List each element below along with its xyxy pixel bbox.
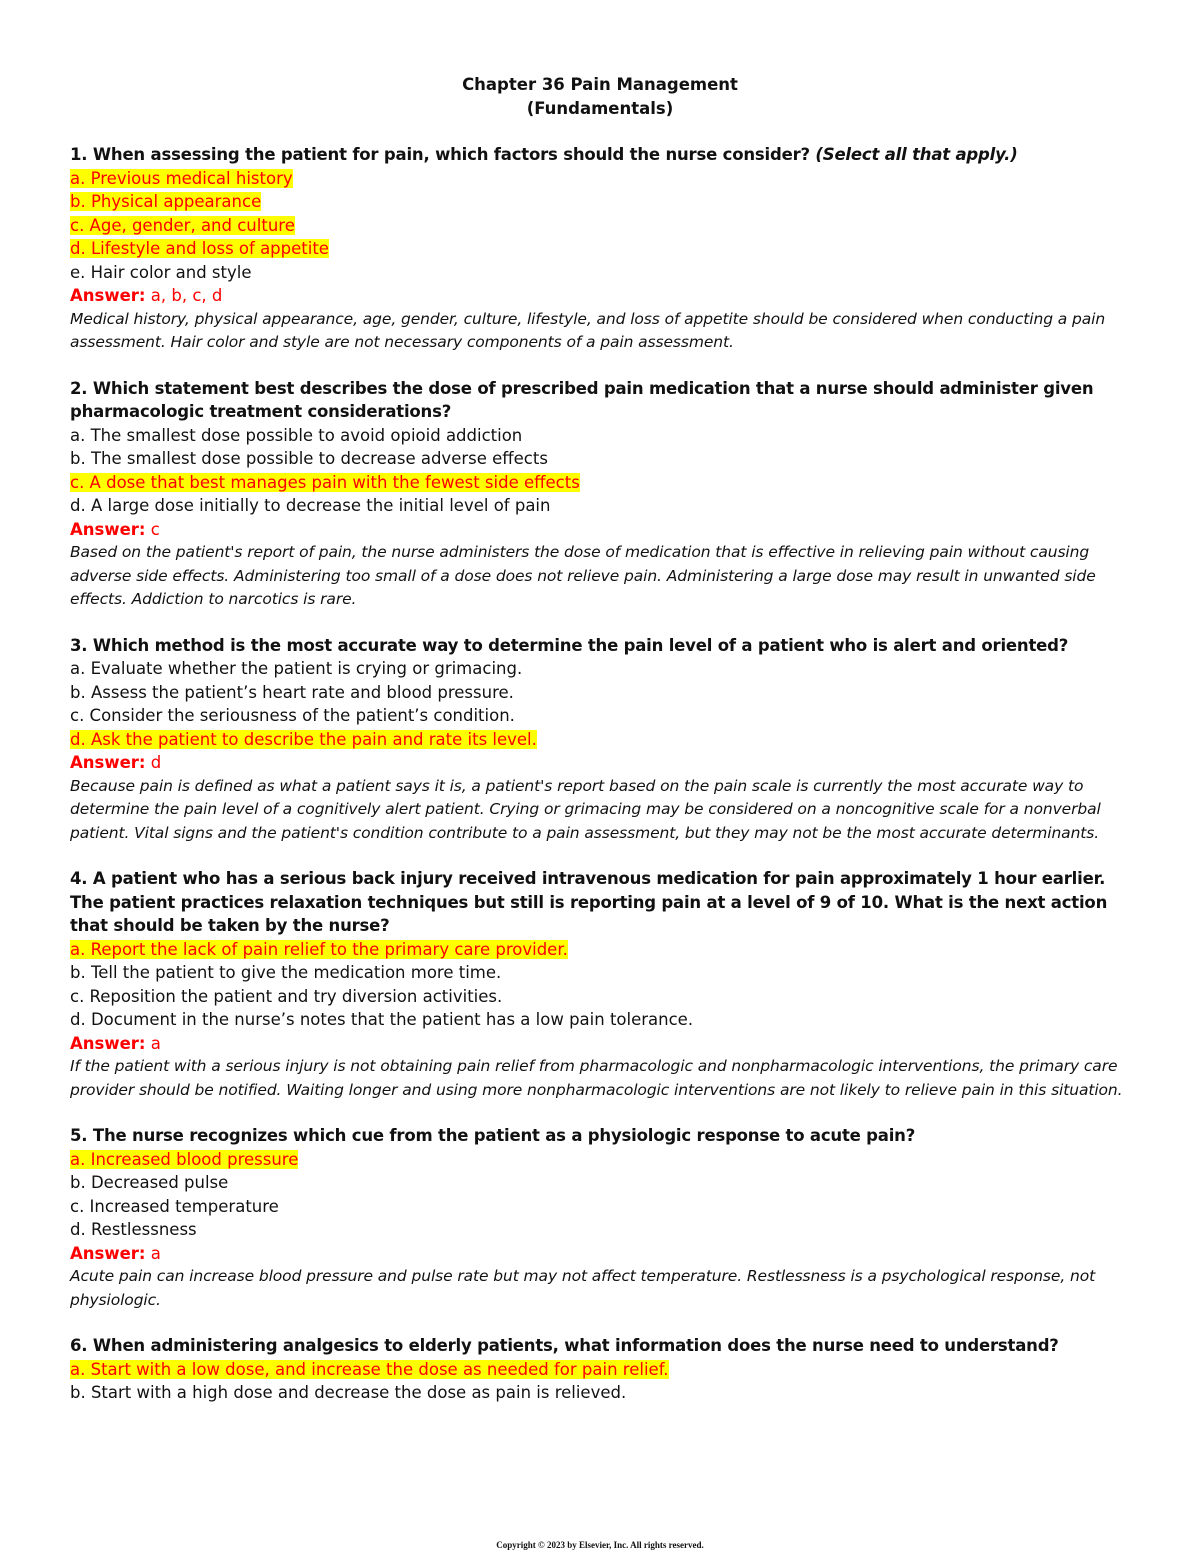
copyright-footer: Copyright © 2023 by Elsevier, Inc. All rights reserved. bbox=[496, 1540, 704, 1550]
option-d: d. Document in the nurse’s notes that the patient has a low pain tolerance. bbox=[70, 1010, 694, 1029]
document-title: Chapter 36 Pain Management bbox=[462, 75, 738, 94]
option-b: b. The smallest dose possible to decrease adverse effects bbox=[70, 449, 548, 468]
document-subtitle: (Fundamentals) bbox=[526, 99, 674, 118]
question-stem: 4. A patient who has a serious back injury received intravenous medication for pain approximately 1 hour earlier. The patient practices relaxation techniques but still is reporting pain at a level of 9 of 10. What is the next action that should be taken by the nurse? bbox=[70, 869, 1108, 935]
answer-line: Answer: a bbox=[70, 1243, 161, 1263]
option-a: a. Increased blood pressure bbox=[70, 1149, 299, 1169]
rationale: If the patient with a serious injury is not obtaining pain relief from pharmacologic and nonpharmacologic interventions, the primary care provider should be notified. Waiting longer and using more nonpharmacologic interventions are not likely to relieve pain in this situation. bbox=[70, 1057, 1123, 1099]
option-c: c. Increased temperature bbox=[70, 1196, 279, 1216]
rationale: Medical history, physical appearance, age, gender, culture, lifestyle, and loss of appetite should be considered when conducting a pain assessment. Hair color and style are not necessary components of a pain assessment. bbox=[70, 309, 1106, 351]
option-a: a. Previous medical history bbox=[70, 168, 293, 188]
option-b: b. Assess the patient’s heart rate and blood pressure. bbox=[70, 682, 514, 702]
option-a: a. Report the lack of pain relief to the primary care provider. bbox=[70, 939, 568, 959]
rationale: Because pain is defined as what a patient says it is, a patient's report based on the pain scale is currently the most accurate way to determine the pain level of a cognitively alert patient. Crying or grimacing may be considered on a noncognitive scale for a nonverbal patient. Vital signs and the patient's condition contribute to a pain assessment, but they may not be the most accurate determinants. bbox=[70, 776, 1101, 842]
option-c: c. A dose that best manages pain with the fewest side effects bbox=[70, 472, 580, 492]
option-d: d. Lifestyle and loss of appetite bbox=[70, 239, 329, 258]
document-page bbox=[70, 0, 1130, 1405]
option-a: a. Evaluate whether the patient is crying or grimacing. bbox=[70, 659, 523, 678]
option-b: b. Decreased pulse bbox=[70, 1173, 229, 1192]
rationale: Based on the patient's report of pain, the nurse administers the dose of medication that is effective in relieving pain without causing adverse side effects. Administering too small of a dose does not relieve pain. Administering a large dose may result in unwanted side effects. Addiction to narcotics is rare. bbox=[70, 543, 1096, 608]
question-2 bbox=[70, 377, 1130, 612]
question-stem: 6. When administering analgesics to elderly patients, what information does the nurse need to understand? bbox=[70, 1336, 1059, 1355]
option-b: b. Start with a high dose and decrease the dose as pain is relieved. bbox=[70, 1383, 627, 1402]
option-a: a. The smallest dose possible to avoid opioid addiction bbox=[70, 425, 523, 445]
question-4 bbox=[70, 867, 1130, 1102]
answer-line: Answer: a bbox=[70, 1033, 161, 1053]
question-stem: 1. When assessing the patient for pain, which factors should the nurse consider? (Select all that apply.) bbox=[70, 145, 1018, 164]
answer-line: Answer: a, b, c, d bbox=[70, 286, 223, 305]
question-stem: 2. Which statement best describes the dose of prescribed pain medication that a nurse should administer given pharmacologic treatment considerations? bbox=[70, 378, 1094, 421]
select-all-note: (Select all that apply.) bbox=[815, 145, 1018, 164]
option-c: c. Age, gender, and culture bbox=[70, 215, 295, 235]
option-c: c. Reposition the patient and try diversion activities. bbox=[70, 986, 503, 1006]
question-1 bbox=[70, 143, 1130, 355]
option-e: e. Hair color and style bbox=[70, 262, 252, 282]
option-d: d. Ask the patient to describe the pain and rate its level. bbox=[70, 729, 537, 749]
answer-line: Answer: d bbox=[70, 753, 162, 772]
question-5 bbox=[70, 1124, 1130, 1312]
question-stem: 3. Which method is the most accurate way to determine the pain level of a patient who is alert and oriented? bbox=[70, 635, 1069, 655]
rationale: Acute pain can increase blood pressure and pulse rate but may not affect temperature. Restlessness is a psychological response, not physiologic. bbox=[70, 1267, 1096, 1309]
option-d: d. Restlessness bbox=[70, 1220, 197, 1239]
answer-line: Answer: c bbox=[70, 519, 160, 539]
question-stem: 5. The nurse recognizes which cue from the patient as a physiologic response to acute pain? bbox=[70, 1126, 916, 1145]
option-c: c. Consider the seriousness of the patient’s condition. bbox=[70, 706, 515, 725]
option-b: b. Physical appearance bbox=[70, 192, 262, 211]
option-d: d. A large dose initially to decrease the initial level of pain bbox=[70, 496, 551, 515]
question-3 bbox=[70, 634, 1130, 846]
question-6 bbox=[70, 1334, 1130, 1405]
option-b: b. Tell the patient to give the medication more time. bbox=[70, 963, 502, 982]
option-a: a. Start with a low dose, and increase the dose as needed for pain relief. bbox=[70, 1359, 669, 1379]
